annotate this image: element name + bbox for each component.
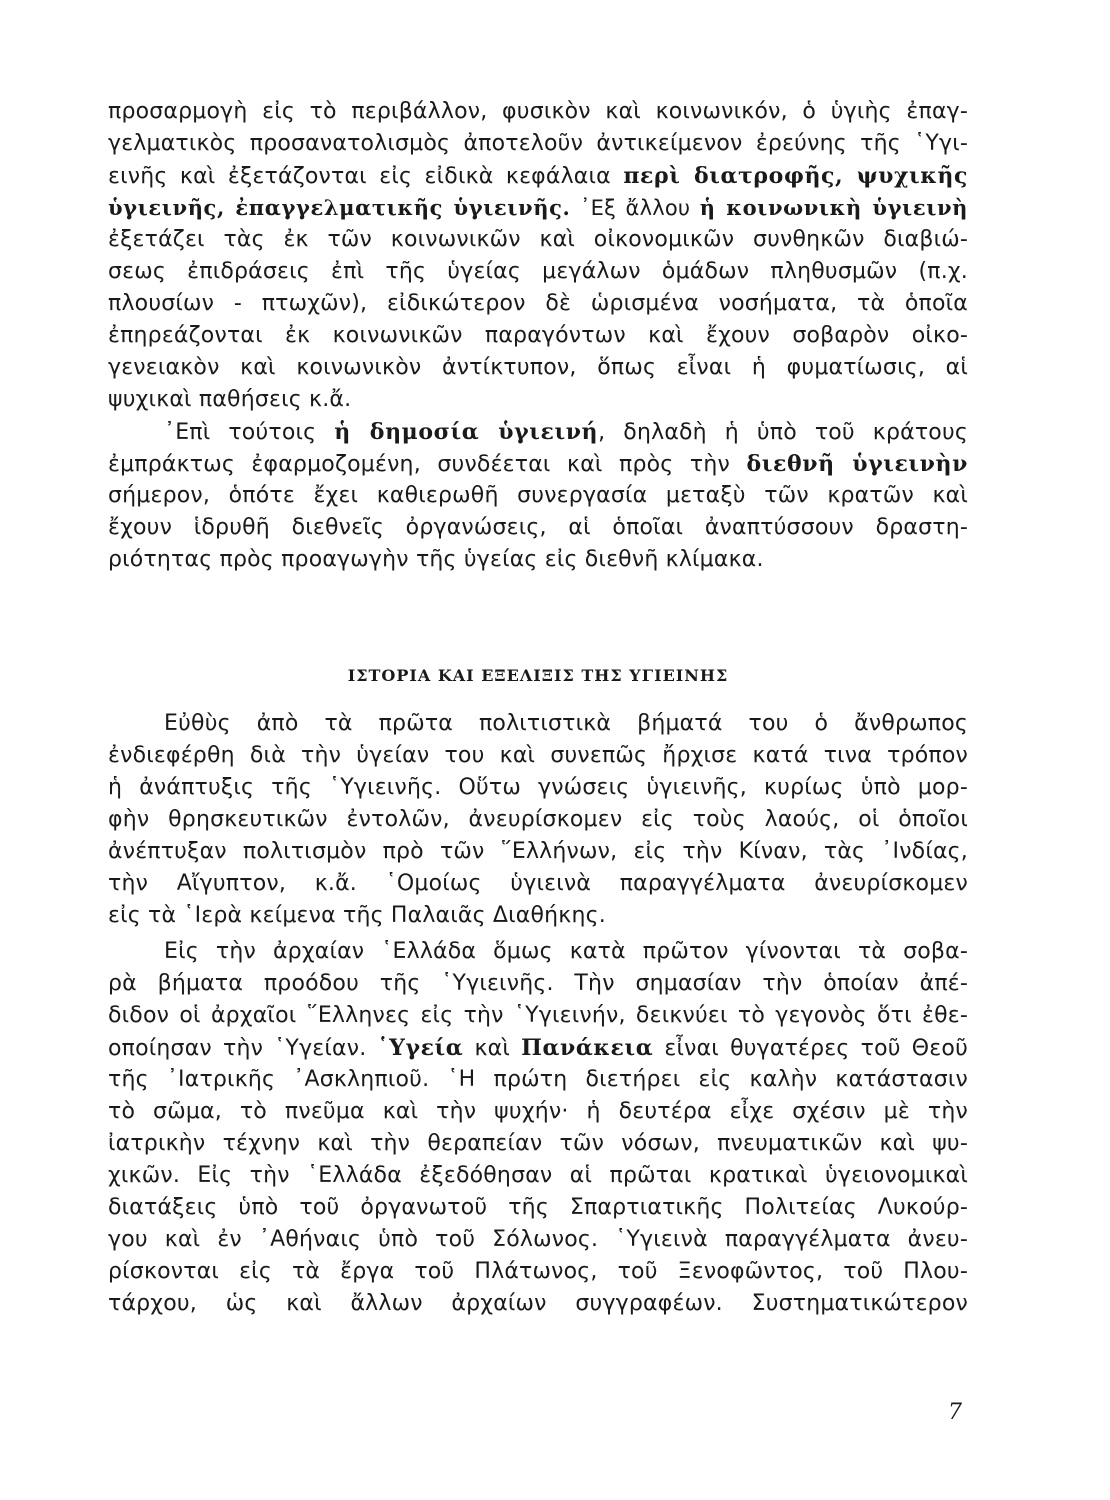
p3-line-3: ἡ ἀνάπτυξις τῆς ῾Υγιεινῆς. Οὕτω γνώσεις ὑγιεινῆς, κυρίως ὑπὸ μορ- [108, 775, 968, 800]
p1-line-10: ψυχικαὶ παθήσεις κ.ἄ. [108, 387, 352, 412]
p2-line-2-text: ἐμπράκτως ἐφαρμοζομένη, συνδέεται καὶ πρὸς τὴν [108, 452, 747, 477]
p1-line-4-bold-2: ἡ κοινωνικὴ ὑγιεινὴ [699, 195, 968, 220]
p1-line-8: ἐπηρεάζονται ἐκ κοινωνικῶν παραγόντων καὶ ἔχουν σοβαρὸν οἰκο- [108, 323, 968, 348]
p2-line-1-bold: ἡ δημοσία ὑγιεινή [334, 419, 599, 445]
p4-line-4 [108, 1032, 968, 1065]
page-number: 7 [948, 1400, 962, 1425]
p1-line-9: γενειακὸν καὶ κοινωνικὸν ἀντίκτυπον, ὅπως εἶναι ἡ φυματίωσις, αἱ [108, 355, 968, 380]
p4-line-8: χικῶν. Εἰς τὴν ῾Ελλάδα ἐξεδόθησαν αἱ πρῶται κρατικαὶ ὑγειονομικαὶ [108, 1163, 968, 1188]
p1-line-3-bold: περὶ διατροφῆς, ψυχικῆς [623, 163, 968, 189]
p3-line-5: ἀνέπτυξαν πολιτισμὸν πρὸ τῶν ῞Ελλήνων, εἰς τὴν Κίναν, τὰς ᾿Ινδίας, [108, 839, 968, 864]
p4-line-3: διδον οἱ ἀρχαῖοι ῞Ελληνες εἰς τὴν ῾Υγιεινήν, δεικνύει τὸ γεγονὸς ὅτι ἐθε- [108, 1003, 968, 1028]
p2-line-3: σήμερον, ὁπότε ἔχει καθιερωθῆ συνεργασία μεταξὺ τῶν κρατῶν καὶ [108, 483, 968, 508]
p2-line-1 [164, 416, 968, 449]
p4-line-4-bold-1: ῾Υγεία [377, 1035, 464, 1061]
p1-line-1: προσαρμογὴ εἰς τὸ περιβάλλον, φυσικὸν καὶ κοινωνικόν, ὁ ὑγιὴς ἐπαγ- [108, 99, 968, 124]
p4-line-2: ρὰ βήματα προόδου τῆς ῾Υγιεινῆς. Τὴν σημασίαν τὴν ὁποίαν ἀπέ- [108, 971, 968, 996]
p3-line-7: εἰς τὰ ῾Ιερὰ κείμενα τῆς Παλαιᾶς Διαθήκης. [108, 903, 606, 928]
p1-line-3-text: εινῆς καὶ ἐξετάζονται εἰς εἰδικὰ κεφάλαια [108, 164, 624, 189]
p1-line-7: πλουσίων - πτωχῶν), εἰδικώτερον δὲ ὡρισμένα νοσήματα, τὰ ὁποῖα [108, 291, 968, 316]
p4-line-4-text-3: εἶναι θυγατέρες τοῦ Θεοῦ [653, 1036, 968, 1061]
p4-line-7: ἰατρικὴν τέχνην καὶ τὴν θεραπείαν τῶν νόσων, πνευματικῶν καὶ ψυ- [108, 1131, 968, 1156]
p3-line-4: φὴν θρησκευτικῶν ἐντολῶν, ἀνευρίσκομεν εἰς τοὺς λαούς, οἱ ὁποῖοι [108, 807, 968, 832]
p1-line-6: σεως ἐπιδράσεις ἐπὶ τῆς ὑγείας μεγάλων ὁμάδων πληθυσμῶν (π.χ. [108, 259, 968, 284]
p1-line-4-text: ᾿Εξ ἄλλου [570, 196, 700, 220]
p4-line-6: τὸ σῶμα, τὸ πνεῦμα καὶ τὴν ψυχήν· ἡ δευτέρα εἶχε σχέσιν μὲ τὴν [108, 1099, 968, 1124]
p1-line-4-bold-1: ὑγιεινῆς, ἐπαγγελματικῆς ὑγιεινῆς. [108, 195, 571, 220]
p3-line-1: Εὐθὺς ἀπὸ τὰ πρῶτα πολιτιστικὰ βήματά του ὁ ἄνθρωπος [164, 711, 968, 736]
section-heading: ΙΣΤΟΡΙΑ ΚΑΙ ΕΞΕΛΙΞΙΣ ΤΗΣ ΥΓΙΕΙΝΗΣ [347, 666, 729, 685]
p4-line-11: ρίσκονται εἰς τὰ ἔργα τοῦ Πλάτωνος, τοῦ Ξενοφῶντος, τοῦ Πλου- [108, 1259, 968, 1284]
p4-line-12: τάρχου, ὡς καὶ ἄλλων ἀρχαίων συγγραφέων. Συστηματικώτερον [108, 1291, 968, 1316]
p3-line-2: ἐνδιεφέρθη διὰ τὴν ὑγείαν του καὶ συνεπῶς ἤρχισε κατά τινα τρόπον [108, 743, 968, 768]
p4-line-4-bold-2: Πανάκεια [521, 1035, 654, 1061]
p4-line-4-text-1: οποίησαν τὴν ῾Υγείαν. [108, 1036, 378, 1061]
p1-line-5: ἐξετάζει τὰς ἐκ τῶν κοινωνικῶν καὶ οἰκονομικῶν συνθηκῶν διαβιώ- [108, 227, 968, 252]
p2-line-2-bold: διεθνῆ ὑγιεινὴν [746, 451, 969, 477]
p4-line-4-text-2: καὶ [463, 1036, 522, 1061]
p4-line-5: τῆς ᾿Ιατρικῆς ᾿Ασκληπιοῦ. ῾Η πρώτη διετήρει εἰς καλὴν κατάστασιν [108, 1067, 968, 1092]
p2-line-4: ἔχουν ἱδρυθῆ διεθνεῖς ὀργανώσεις, αἱ ὁποῖαι ἀναπτύσσουν δραστη- [108, 515, 968, 540]
p1-line-2: γελματικὸς προσανατολισμὸς ἀποτελοῦν ἀντικείμενον ἐρεύνης τῆς ῾Υγι- [108, 131, 968, 156]
p2-line-2 [108, 448, 968, 481]
p4-line-1: Εἰς τὴν ἀρχαίαν ῾Ελλάδα ὅμως κατὰ πρῶτον γίνονται τὰ σοβα- [164, 939, 968, 964]
p4-line-9: διατάξεις ὑπὸ τοῦ ὀργανωτοῦ τῆς Σπαρτιατικῆς Πολιτείας Λυκούρ- [108, 1195, 968, 1220]
p2-line-1-text-1: ᾿Επὶ τούτοις [164, 420, 335, 445]
p2-line-1-text-2: , δηλαδὴ ἡ ὑπὸ τοῦ κράτους [598, 420, 968, 445]
p3-line-6: τὴν Αἴγυπτον, κ.ἄ. ῾Ομοίως ὑγιεινὰ παραγγέλματα ἀνευρίσκομεν [108, 871, 968, 896]
p1-line-3 [108, 160, 968, 193]
p2-line-5: ριότητας πρὸς προαγωγὴν τῆς ὑγείας εἰς διεθνῆ κλίμακα. [108, 547, 764, 572]
p4-line-10: γου καὶ ἐν ᾿Αθήναις ὑπὸ τοῦ Σόλωνος. ῾Υγιεινὰ παραγγέλματα ἀνευ- [108, 1227, 968, 1252]
p1-line-4 [108, 192, 968, 224]
